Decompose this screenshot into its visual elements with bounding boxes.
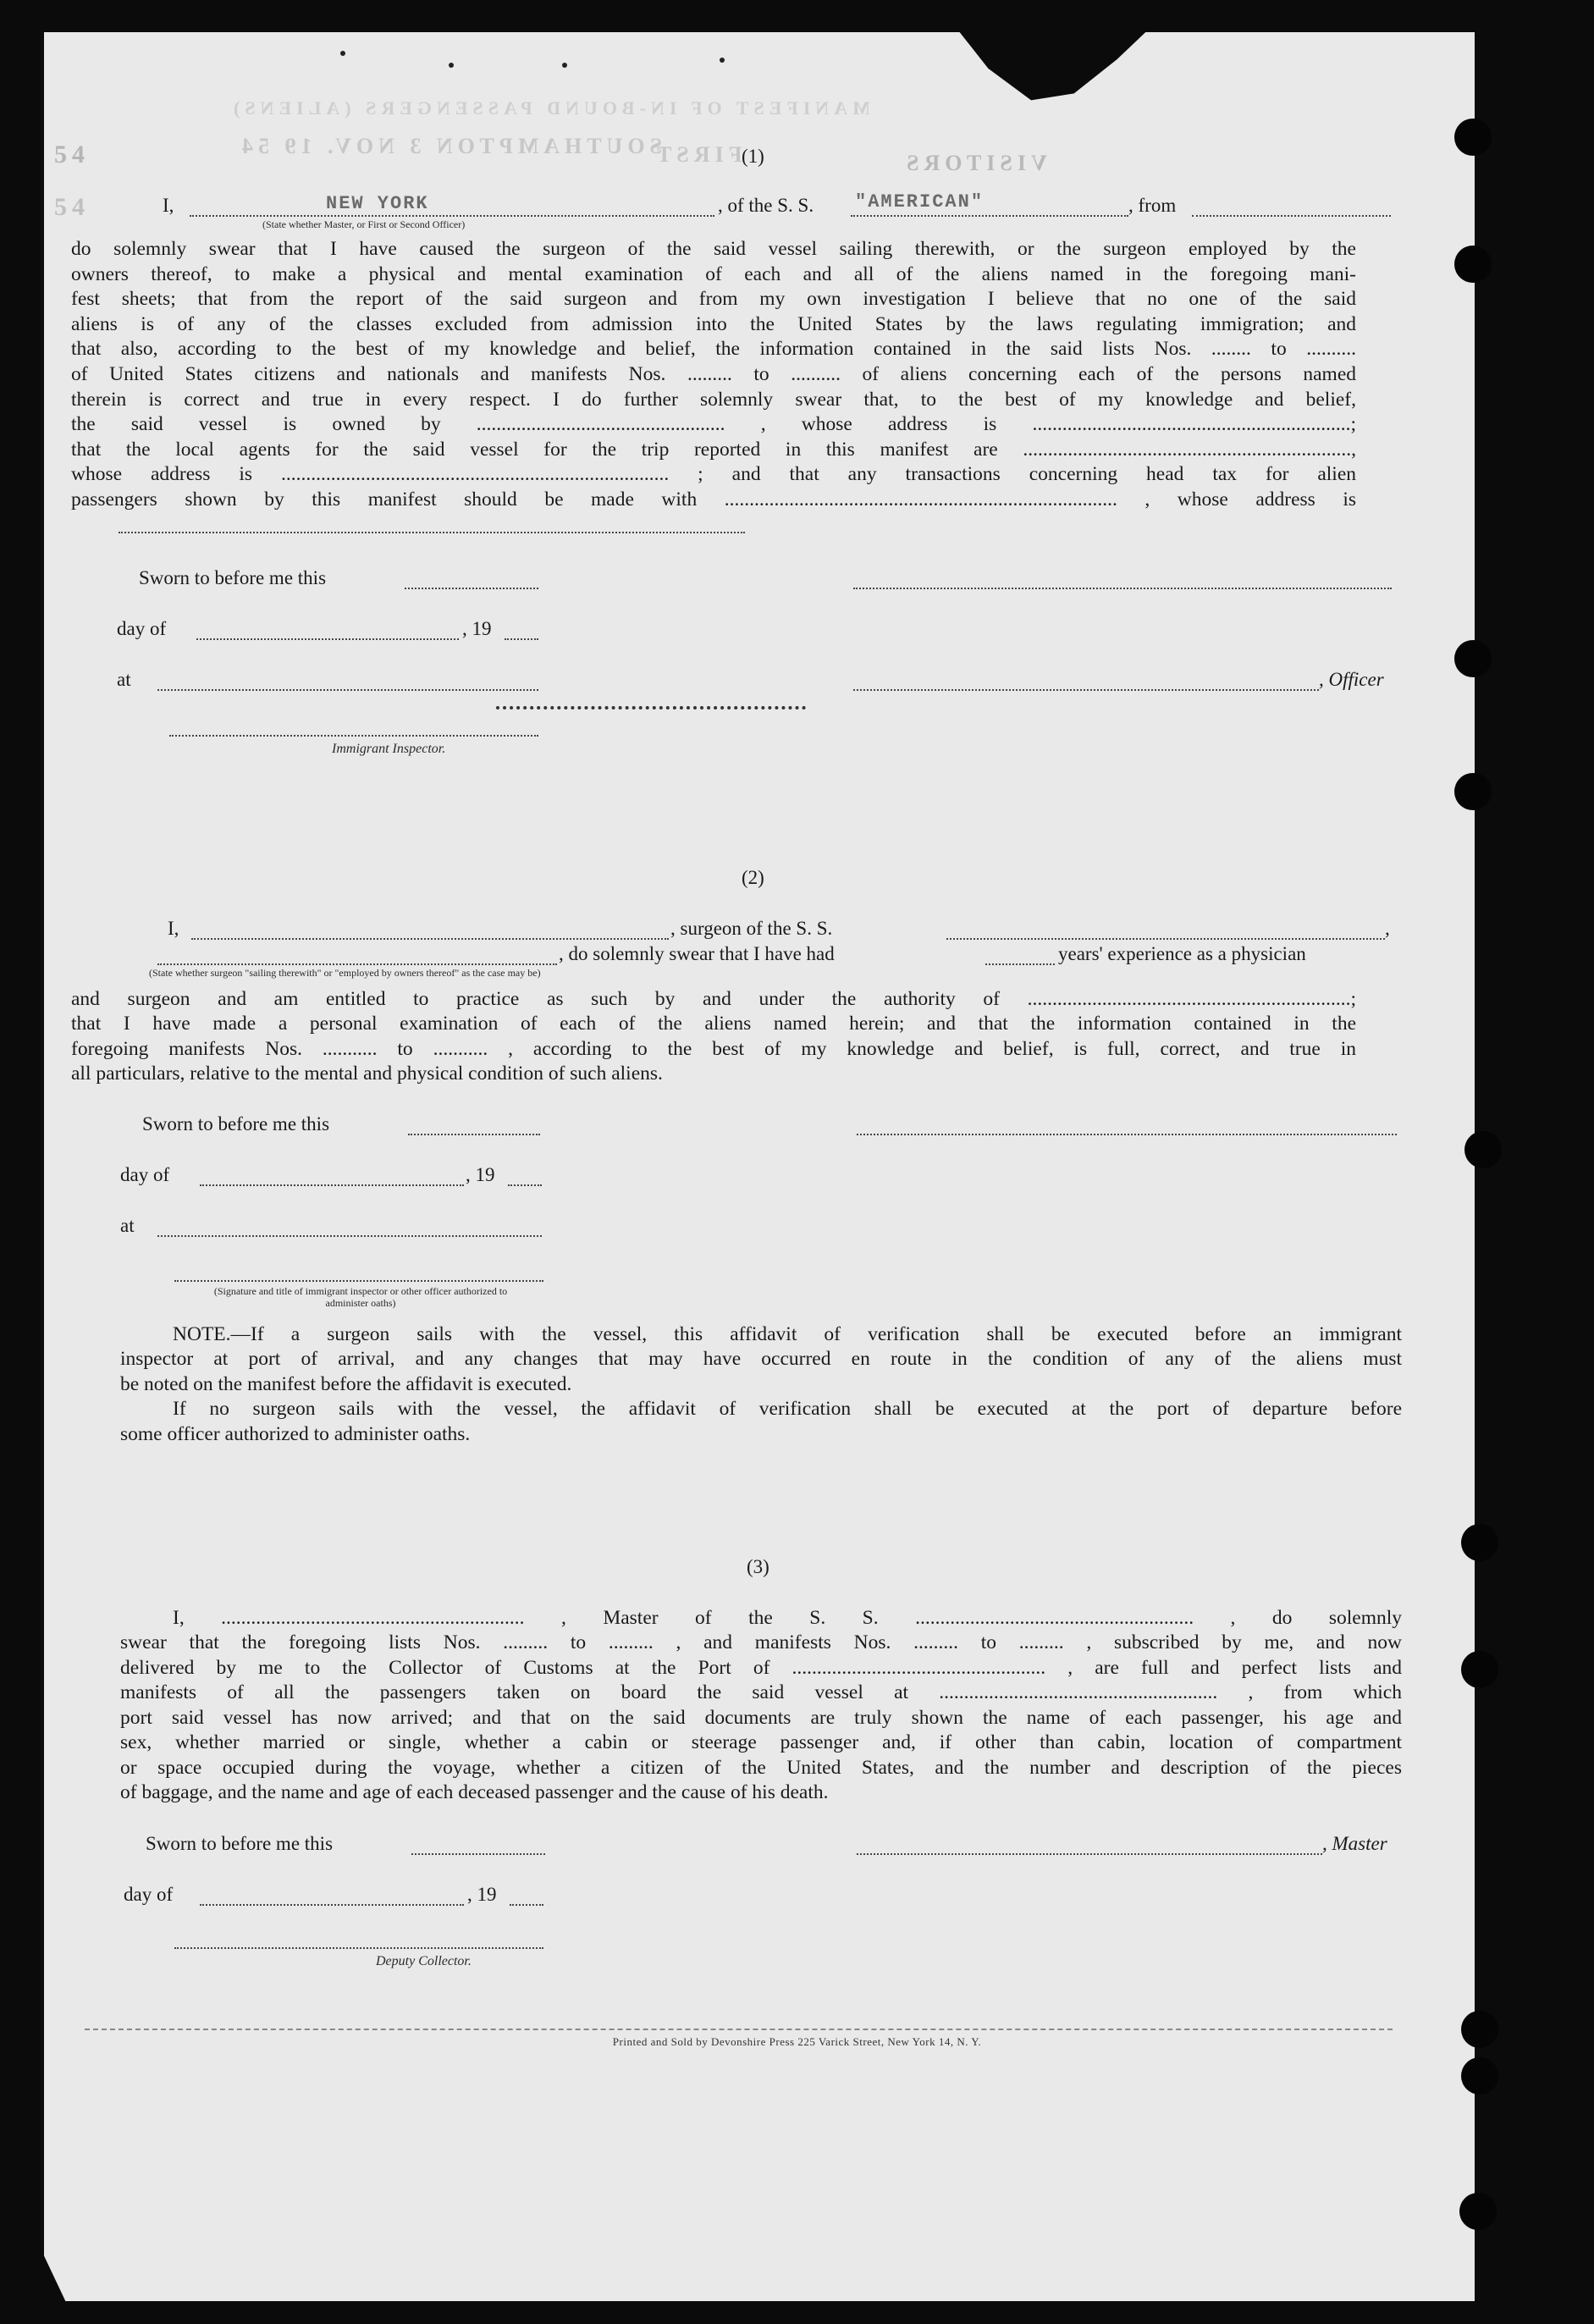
solemnly-swear-label: , do solemnly swear that I have had <box>559 943 835 964</box>
sworn-date-field[interactable] <box>408 1134 540 1135</box>
note-line: If no surgeon sails with the vessel, the affidavit of verification shall be executed at the port of departure before <box>173 1398 1402 1420</box>
deputy-collector-label: Deputy Collector. <box>376 1954 472 1968</box>
section-2-heading: (2) <box>742 867 764 888</box>
section-3-heading: (3) <box>747 1556 769 1577</box>
punch-hole <box>1461 1651 1498 1688</box>
section-1-line: the said vessel is owned by .................................................. , whose address is ................................................................; <box>71 413 1356 435</box>
at-label: at <box>117 669 131 690</box>
ink-speck <box>720 58 725 63</box>
section-3-line: port said vessel has now arrived; and that on the said documents are truly shown the name of each passenger, his age and <box>120 1707 1402 1729</box>
note-line: be noted on the manifest before the affidavit is executed. <box>120 1373 572 1395</box>
section-3-line: delivered by me to the Collector of Customs at the Port of ................................................... , are full and perfect lists and <box>120 1657 1402 1679</box>
section-2-line: all particulars, relative to the mental and physical condition of such aliens. <box>71 1063 663 1085</box>
section-1-line: owners thereof, to make a physical and mental examination of each and all of the aliens named in the foregoing mani- <box>71 263 1356 285</box>
dotted-dashes <box>496 706 806 709</box>
surgeon-status-caption: (State whether surgeon "sailing therewith" or "employed by owners thereof" as the case may be) <box>149 967 541 979</box>
note-line: some officer authorized to administer oaths. <box>120 1423 471 1445</box>
inspector-signature-field[interactable] <box>169 735 538 737</box>
surgeon-name-field[interactable] <box>191 938 669 940</box>
sworn-label: Sworn to before me this <box>146 1833 334 1854</box>
years-experience-field[interactable] <box>985 963 1055 965</box>
punch-hole <box>1454 246 1492 283</box>
deputy-collector-signature-field[interactable] <box>174 1947 543 1949</box>
signature-caption: (Signature and title of immigrant inspector or other officer authorized to administer oaths) <box>213 1285 508 1309</box>
sworn-label: Sworn to before me this <box>142 1113 330 1134</box>
printer-credit: Printed and Sold by Devonshire Press 225 Varick Street, New York 14, N. Y. <box>612 2035 982 2048</box>
section-2-line: that I have made a personal examination of each of the aliens named herein; and that the information contained in the <box>71 1013 1356 1035</box>
officer-signature-field[interactable] <box>853 588 1392 589</box>
bleed-through-class: VISITORS <box>902 151 1047 175</box>
bleed-through-year-2: 54 <box>54 193 90 221</box>
year-label: , 19 <box>466 1164 495 1185</box>
sworn-date-field[interactable] <box>405 588 538 589</box>
ship-name-handwritten: "AMERICAN" <box>855 191 985 213</box>
at-label: at <box>120 1215 135 1236</box>
surgeon-of-ss-label: , surgeon of the S. S. <box>670 918 833 939</box>
from-field-line[interactable] <box>1192 215 1391 217</box>
section-3-line: I, ............................................................. , Master of the S. S. ........................................................ , do solemnly <box>173 1607 1402 1629</box>
punch-hole <box>1461 2057 1498 2095</box>
section-3-line: manifests of all the passengers taken on board the said vessel at ........................................................ , from which <box>120 1681 1402 1703</box>
surgeon-signature-field[interactable] <box>857 1134 1397 1135</box>
from-label: , from <box>1128 195 1177 216</box>
section-2-comma: , <box>1385 918 1390 939</box>
section-2-ship-field[interactable] <box>946 938 1385 940</box>
punch-hole <box>1454 119 1492 156</box>
punch-hole <box>1459 2193 1497 2230</box>
at-field[interactable] <box>157 1235 542 1237</box>
officer-title-field[interactable] <box>853 689 1319 691</box>
day-of-field[interactable] <box>200 1904 464 1906</box>
section-1-trailing-line <box>119 532 745 533</box>
section-2-oath-i: I, <box>168 918 179 939</box>
footer-rule <box>85 2029 1393 2030</box>
section-1-line: that also, according to the best of my knowledge and belief, the information contained in the said lists Nos. ........ to .......... <box>71 338 1356 360</box>
ink-speck <box>340 51 345 56</box>
section-1-oath-i: I, <box>163 195 174 216</box>
ink-speck <box>449 63 454 68</box>
bleed-through-title: MANIFEST OF IN-BOUND PASSENGERS (ALIENS) <box>229 97 870 119</box>
section-3-line: sex, whether married or single, whether a cabin or steerage passenger and, if other than cabin, location of compartment <box>120 1731 1402 1753</box>
section-1-line: that the local agents for the said vessel for the trip reported in this manifest are .................................................................., <box>71 439 1356 461</box>
years-experience-label: years' experience as a physician <box>1058 943 1306 964</box>
sworn-date-field[interactable] <box>411 1853 545 1855</box>
immigrant-inspector-label: Immigrant Inspector. <box>332 742 446 756</box>
day-of-label: day of <box>124 1884 174 1905</box>
master-signature-field[interactable] <box>857 1853 1322 1855</box>
section-1-line: do solemnly swear that I have caused the surgeon of the said vessel sailing therewith, or the surgeon employed by the <box>71 238 1356 260</box>
day-of-field[interactable] <box>196 638 459 640</box>
year-label: , 19 <box>467 1884 497 1905</box>
note-line: NOTE.—If a surgeon sails with the vessel, this affidavit of verification shall be executed before an immigrant <box>173 1323 1402 1345</box>
section-1-line: whose address is .............................................................................. ; and that any transactions concerning head tax for alien <box>71 463 1356 485</box>
officer-label: , Officer <box>1319 669 1384 690</box>
punch-hole <box>1454 773 1492 810</box>
punch-hole <box>1454 640 1492 677</box>
officer-field-line[interactable] <box>190 215 714 217</box>
year-field[interactable] <box>505 638 538 640</box>
officer-caption: (State whether Master, or First or Second Officer) <box>262 218 466 230</box>
punch-hole <box>1461 1524 1498 1561</box>
of-the-ss-label: , of the S. S. <box>718 195 814 216</box>
ship-name-field-line[interactable] <box>851 215 1128 217</box>
officer-handwritten: NEW YORK <box>326 193 429 214</box>
section-1-line: therein is correct and true in every respect. I do further solemnly swear that, to the best of my knowledge and belief, <box>71 389 1356 411</box>
ink-speck <box>562 63 567 68</box>
year-field[interactable] <box>508 1184 542 1186</box>
surgeon-status-field[interactable] <box>157 963 557 965</box>
bleed-through-port: SOUTHAMPTON 3 NOV. 19 54 <box>237 134 663 158</box>
master-label: , Master <box>1322 1833 1387 1854</box>
section-1-line: fest sheets; that from the report of the said surgeon and from my own investigation I believe that no one of the said <box>71 288 1356 310</box>
bleed-through-year: 54 <box>54 141 90 168</box>
note-line: inspector at port of arrival, and any changes that may have occurred en route in the condition of any of the aliens must <box>120 1348 1402 1370</box>
at-field[interactable] <box>157 689 538 691</box>
sworn-label: Sworn to before me this <box>139 567 327 588</box>
section-2-line: foregoing manifests Nos. ........... to ........... , according to the best of my knowledge and belief, is full, correct, and true in <box>71 1038 1356 1060</box>
punch-hole <box>1464 1131 1502 1168</box>
day-of-label: day of <box>117 618 167 639</box>
inspector-signature-field[interactable] <box>174 1280 543 1282</box>
section-2-line: and surgeon and am entitled to practice as such by and under the authority of .................................................................; <box>71 988 1356 1010</box>
bleed-through-first: FIRST <box>652 142 742 167</box>
section-1-line: of United States citizens and nationals and manifests Nos. ......... to .......... of aliens concerning each of the persons named <box>71 363 1356 385</box>
section-1-line: passengers shown by this manifest should be made with ............................................................................... , whose address is <box>71 489 1356 511</box>
day-of-label: day of <box>120 1164 170 1185</box>
year-label: , 19 <box>462 618 492 639</box>
day-of-field[interactable] <box>200 1184 464 1186</box>
section-3-line: swear that the foregoing lists Nos. ......... to ......... , and manifests Nos. ......... to ......... , subscribed by me, and now <box>120 1631 1402 1653</box>
section-1-line: aliens is of any of the classes excluded from admission into the United States by the laws regulating immigration; and <box>71 313 1356 335</box>
section-3-line: of baggage, and the name and age of each deceased passenger and the cause of his death. <box>120 1781 829 1803</box>
section-3-line: or space occupied during the voyage, whether a citizen of the United States, and the number and description of the pieces <box>120 1757 1402 1779</box>
section-1-heading: (1) <box>742 146 764 167</box>
year-field[interactable] <box>510 1904 543 1906</box>
